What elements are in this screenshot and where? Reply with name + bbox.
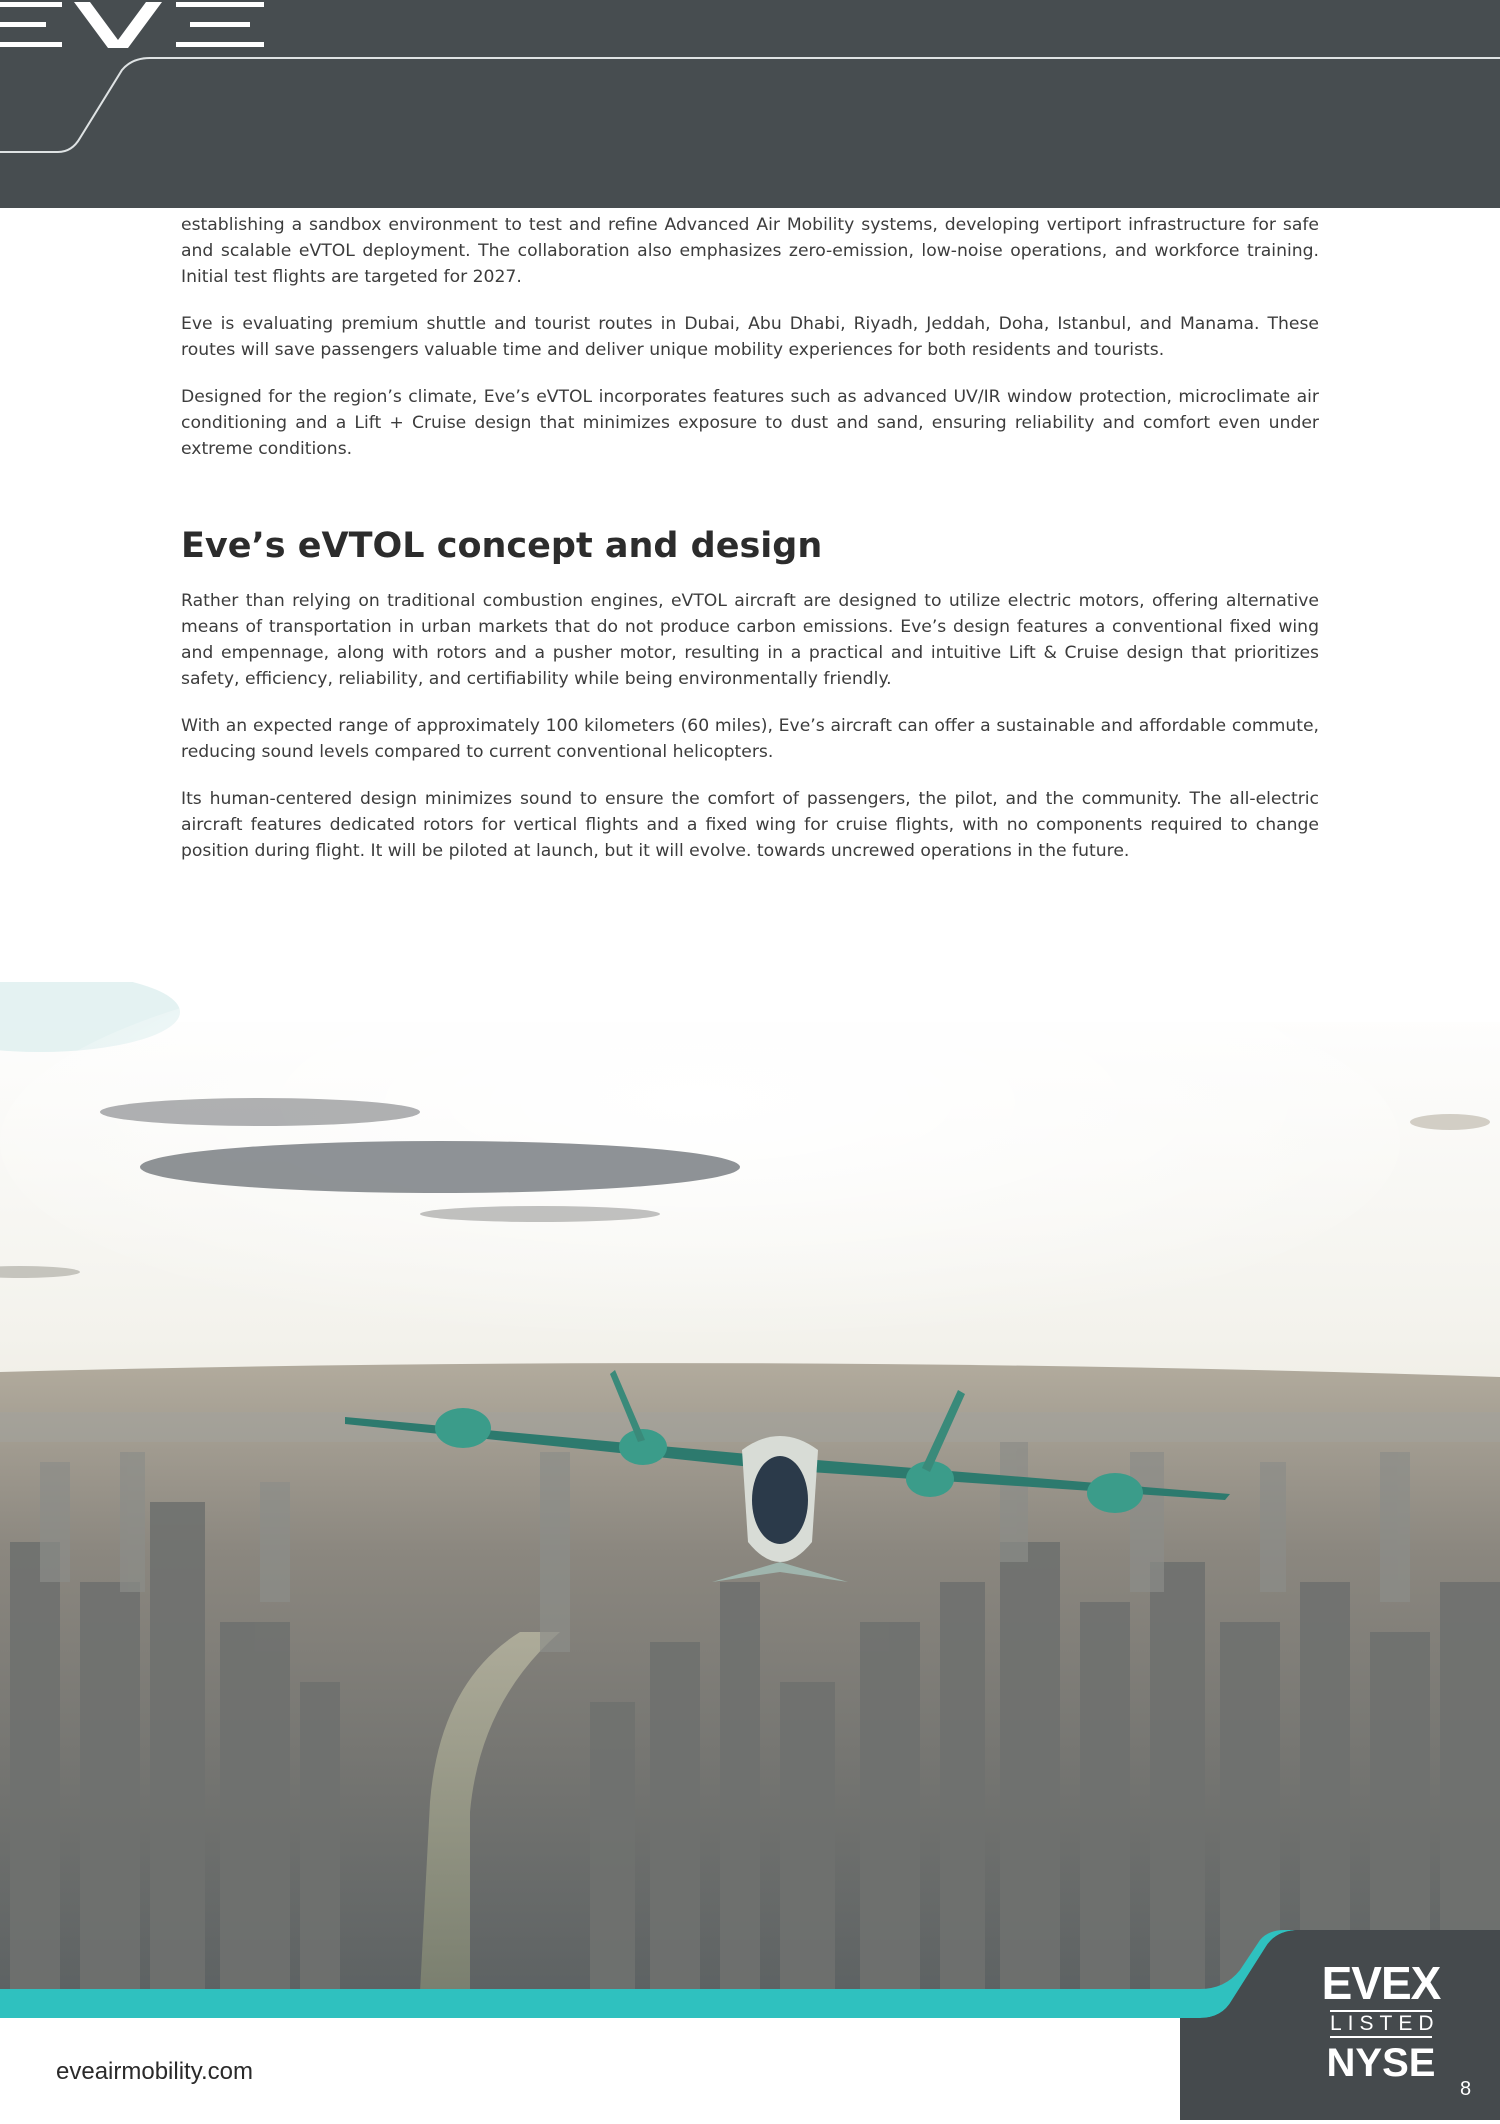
eve-logo <box>0 0 264 50</box>
page-footer <box>0 1930 1500 2120</box>
badge-listed: LISTED <box>1330 2010 1432 2038</box>
body-paragraph: establishing a sandbox environment to test and refine Advanced Air Mobility systems, developing vertiport infrastructure for safe and scalable eVTOL deployment. The collaboration also emphasizes zero-emission, low-noise operations, and workforce training. Initial test flights are targeted for 2027. <box>181 215 1319 287</box>
badge-ticker: EVEX <box>1321 1957 1441 2009</box>
evex-nyse-badge <box>1316 1957 1446 2085</box>
body-paragraph: With an expected range of approximately 100 kilometers (60 miles), Eve’s aircraft can offer a sustainable and affordable commute, reducing sound levels compared to current conventional helicopters. <box>181 716 1319 762</box>
page-number: 8 <box>1460 2078 1472 2100</box>
evtol-city-photo <box>0 982 1500 1992</box>
badge-exchange: NYSE <box>1326 2041 1436 2085</box>
body-paragraph: Its human-centered design minimizes sound to ensure the comfort of passengers, the pilot, and the community. The all-electric aircraft features dedicated rotors for vertical flights and a fixed wing for cruise flights, with no components required to change position during flight. It will be piloted at launch, but it will evolve. towards uncrewed operations in the future. <box>181 789 1319 861</box>
body-paragraph: Eve is evaluating premium shuttle and tourist routes in Dubai, Abu Dhabi, Riyadh, Jeddah, Doha, Istanbul, and Manama. These routes will save passengers valuable time and deliver unique mobility experiences for both residents and tourists. <box>181 314 1319 360</box>
body-paragraph: Designed for the region’s climate, Eve’s eVTOL incorporates features such as advanced UV/IR window protection, microclimate air conditioning and a Lift + Cruise design that minimizes exposure to dust and sand, ensuring reliability and comfort even under extreme conditions. <box>181 387 1319 459</box>
main-content <box>181 212 1319 885</box>
body-paragraph: Rather than relying on traditional combustion engines, eVTOL aircraft are designed to utilize electric motors, offering alternative means of transportation in urban markets that do not produce carbon emissions. Eve’s design features a conventional fixed wing and empennage, along with rotors and a pusher motor, resulting in a practical and intuitive Lift & Cruise design that prioritizes safety, efficiency, reliability, and certifiability while being environmentally friendly. <box>181 591 1319 689</box>
website-link[interactable]: eveairmobility.com <box>56 2058 253 2085</box>
section-title: Eve’s eVTOL concept and design <box>181 526 823 566</box>
page-header <box>0 0 1500 208</box>
